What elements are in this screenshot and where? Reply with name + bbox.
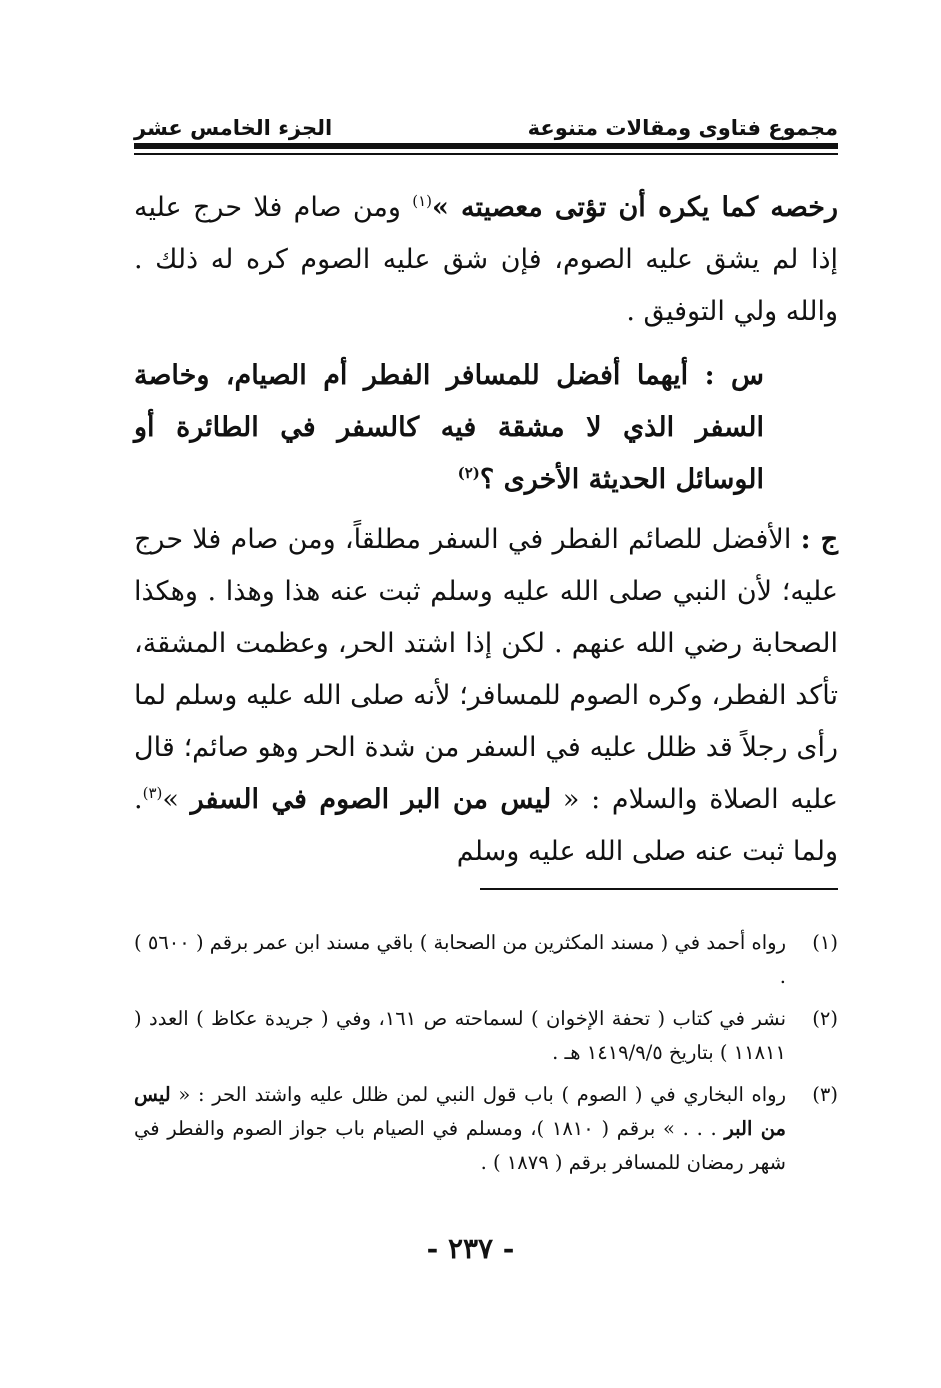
answer-text-end: . ولما ثبت عنه صلى الله عليه وسلم (134, 784, 838, 867)
footnote-number: (٣) (812, 1083, 838, 1106)
footnotes (134, 926, 838, 1188)
hadith-quote-2: ليس من البر الصوم في السفر (190, 784, 552, 815)
hadith-quote: رخصه كما يكره أن تؤتى معصيته » (432, 192, 838, 223)
paragraph-text: ومن صام فلا حرج عليه إذا لم يشق عليه الصوم، فإن شق عليه الصوم كره له ذلك . والله ولي التوفيق . (134, 192, 838, 327)
footnote-text-a: رواه البخاري في ( الصوم ) باب قول النبي لمن ظلل عليه واشتد الحر : « (170, 1083, 786, 1106)
answer-text: الأفضل للصائم الفطر في السفر مطلقاً، ومن صام فلا حرج عليه؛ لأن النبي صلى الله عليه وسلم ثبت عنه هذا وهذا . وهكذا الصحابة رضي الله عنهم . لكن إذا اشتد الحر، وعظمت المشقة، تأكد الفطر، وكره الصوم للمسافر؛ لأنه صلى الله عليه وسلم لما رأى رجلاً قد ظلل عليه في السفر من شدة الحر وهو صائم؛ قال عليه الصلاة والسلام : « (134, 524, 838, 815)
footnote-ref-3[interactable]: (٣) (142, 784, 163, 802)
footnote-text-b: . . . » برقم ( ١٨١٠ )، ومسلم في الصيام باب جواز الصوم والفطر في شهر رمضان للمسافر برقم ( ١٨٧٩ ) . (134, 1117, 786, 1174)
footnote-1 (134, 926, 838, 994)
header-rule-thin (134, 153, 838, 155)
footnote-text: رواه أحمد في ( مسند المكثرين من الصحابة ) باقي مسند ابن عمر برقم ( ٥٦٠٠ ) . (134, 931, 786, 988)
footnote-ref-1[interactable]: (١) (412, 192, 433, 210)
footnote-3 (134, 1078, 838, 1180)
page-number: - ٢٣٧ - (426, 1232, 515, 1265)
running-header (134, 104, 838, 140)
footnote-quote: ليس من البر (134, 1083, 786, 1140)
volume-label: الجزء الخامس عشر (134, 116, 333, 140)
header-rule (134, 143, 838, 149)
paragraph-intro (134, 182, 838, 338)
answer-marker: ج : (800, 524, 839, 555)
answer-paragraph (134, 514, 838, 878)
footnote-text (134, 1078, 786, 1180)
footnote-text: نشر في كتاب ( تحفة الإخوان ) لسماحته ص ١٦١، وفي ( جريدة عكاظ ) العدد ( ١١٨١١ ) بتاريخ ١٤١٩/٩/٥ هـ . (134, 1007, 786, 1064)
question-text: س : أيهما أفضل للمسافر الفطر أم الصيام، وخاصة السفر الذي لا مشقة فيه كالسفر في الطائرة أو الوسائل الحديثة الأخرى ؟ (134, 360, 764, 495)
quote-close: » (162, 784, 191, 815)
footnote-2 (134, 1002, 838, 1070)
main-text (134, 182, 838, 878)
footnote-ref-2[interactable]: (٢) (457, 464, 480, 482)
book-title: مجموع فتاوى ومقالات متنوعة (527, 116, 838, 140)
question-paragraph (134, 350, 764, 506)
footnote-separator (480, 888, 838, 890)
footnote-number: (١) (812, 931, 838, 954)
footnote-number: (٢) (812, 1007, 838, 1030)
